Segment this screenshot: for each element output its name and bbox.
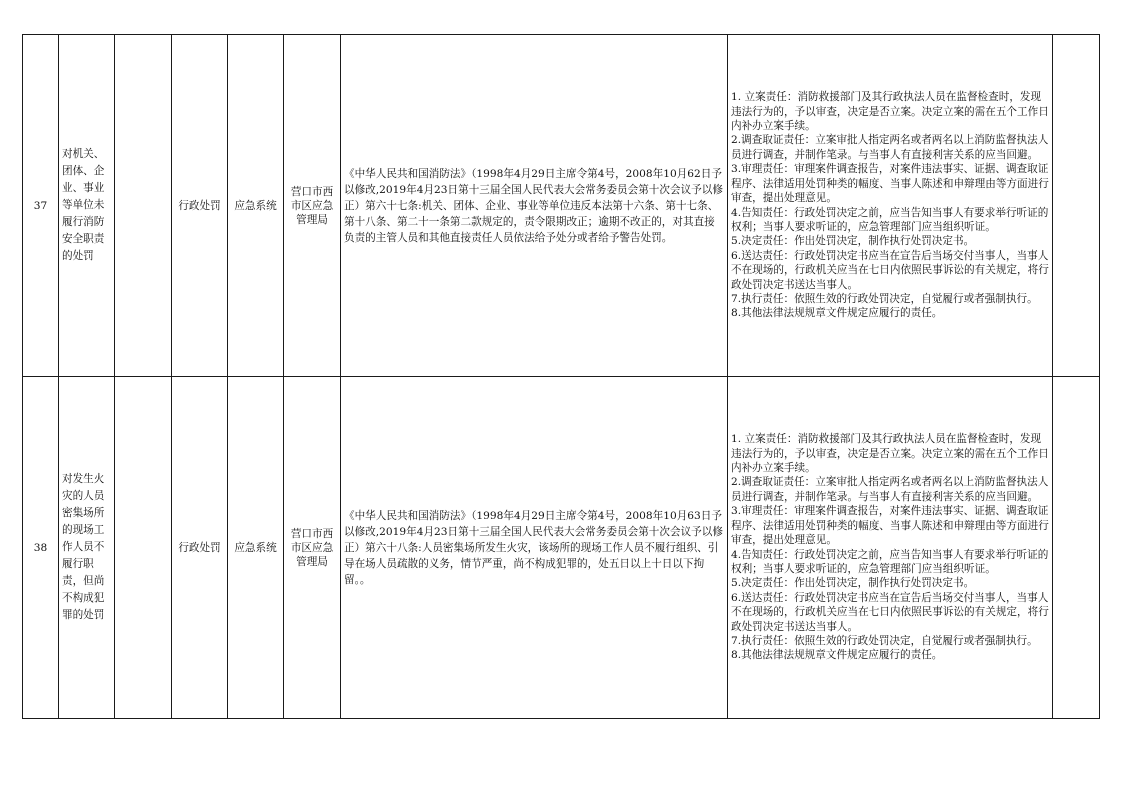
responsibility-item: 4.告知责任：行政处罚决定之前，应当告知当事人有要求举行听证的权利；当事人要求听证的，应急管理部门应当组织听证。	[731, 548, 1049, 575]
responsibility-item: 4.告知责任：行政处罚决定之前，应当告知当事人有要求举行听证的权利；当事人要求听证的，应急管理部门应当组织听证。	[731, 206, 1049, 233]
responsibility-item: 8.其他法律法规规章文件规定应履行的责任。	[731, 307, 943, 320]
item-category: 行政处罚	[172, 35, 228, 377]
item-code	[115, 377, 172, 719]
legal-basis: 《中华人民共和国消防法》（1998年4月29日主席令第4号，2008年10月62日予以修改,2019年4月23日第十三届全国人民代表大会常务委员会第十次会议予以修正）第六十七条:机关、团体、企业、事业等单位违反本法第十六条、第十七条、第十八条、第二十一条第二款规定的，责令限期改正；逾期不改正的，对其直接负责的主管人员和其他直接责任人员依法给予处分或者给予警告处罚。	[341, 35, 728, 377]
item-system: 应急系统	[228, 35, 284, 377]
responsibility-item: 1. 立案责任：消防救援部门及其行政执法人员在监督检查时，发现违法行为的，予以审查，决定是否立案。决定立案的需在五个工作日内补办立案手续。	[731, 91, 1049, 133]
row-number: 37	[23, 35, 59, 377]
item-department: 营口市西市区应急管理局	[284, 35, 341, 377]
table-row	[23, 377, 1100, 719]
responsibility-item: 5.决定责任：作出处罚决定，制作执行处罚决定书。	[731, 235, 975, 248]
item-code	[115, 35, 172, 377]
responsibility-list	[728, 35, 1053, 377]
responsibility-item: 6.送达责任：行政处罚决定书应当在宣告后当场交付当事人，当事人不在现场的，行政机关应当在七日内依照民事诉讼的有关规定，将行政处罚决定书送达当事人。	[731, 249, 1049, 291]
item-name: 对发生火灾的人员密集场所的现场工作人员不履行职责，但尚不构成犯罪的处罚	[59, 377, 115, 719]
item-note	[1053, 377, 1100, 719]
responsibility-item: 7.执行责任：依照生效的行政处罚决定，自觉履行或者强制执行。	[731, 634, 1038, 647]
responsibility-item: 5.决定责任：作出处罚决定，制作执行处罚决定书。	[731, 577, 975, 590]
responsibility-item: 8.其他法律法规规章文件规定应履行的责任。	[731, 649, 943, 662]
responsibility-item: 3.审理责任：审理案件调查报告，对案件违法事实、证据、调查取证程序、法律适用处罚种类的幅度、当事人陈述和申辩理由等方面进行审查，提出处理意见。	[731, 505, 1049, 547]
item-note	[1053, 35, 1100, 377]
responsibility-item: 3.审理责任：审理案件调查报告，对案件违法事实、证据、调查取证程序、法律适用处罚种类的幅度、当事人陈述和申辩理由等方面进行审查，提出处理意见。	[731, 163, 1049, 205]
item-category: 行政处罚	[172, 377, 228, 719]
item-department: 营口市西市区应急管理局	[284, 377, 341, 719]
responsibility-item: 2.调查取证责任：立案审批人指定两名或者两名以上消防监督执法人员进行调查，并制作笔录。与当事人有直接利害关系的应当回避。	[731, 134, 1049, 161]
item-name: 对机关、团体、企业、事业等单位未履行消防安全职责的处罚	[59, 35, 115, 377]
responsibility-item: 7.执行责任：依照生效的行政处罚决定，自觉履行或者强制执行。	[731, 292, 1038, 305]
table-row	[23, 35, 1100, 377]
legal-basis: 《中华人民共和国消防法》（1998年4月29日主席令第4号，2008年10月63日予以修改,2019年4月23日第十三届全国人民代表大会常务委员会第十次会议予以修正）第六十八条:人员密集场所发生火灾，该场所的现场工作人员不履行组织、引导在场人员疏散的义务，情节严重，尚不构成犯罪的，处五日以上十日以下拘留。。	[341, 377, 728, 719]
responsibility-table	[22, 34, 1100, 719]
responsibility-item: 2.调查取证责任：立案审批人指定两名或者两名以上消防监督执法人员进行调查，并制作笔录。与当事人有直接利害关系的应当回避。	[731, 476, 1049, 503]
responsibility-list	[728, 377, 1053, 719]
responsibility-item: 6.送达责任：行政处罚决定书应当在宣告后当场交付当事人，当事人不在现场的，行政机关应当在七日内依照民事诉讼的有关规定，将行政处罚决定书送达当事人。	[731, 591, 1049, 633]
row-number: 38	[23, 377, 59, 719]
item-system: 应急系统	[228, 377, 284, 719]
responsibility-item: 1. 立案责任：消防救援部门及其行政执法人员在监督检查时，发现违法行为的，予以审查，决定是否立案。决定立案的需在五个工作日内补办立案手续。	[731, 433, 1049, 475]
